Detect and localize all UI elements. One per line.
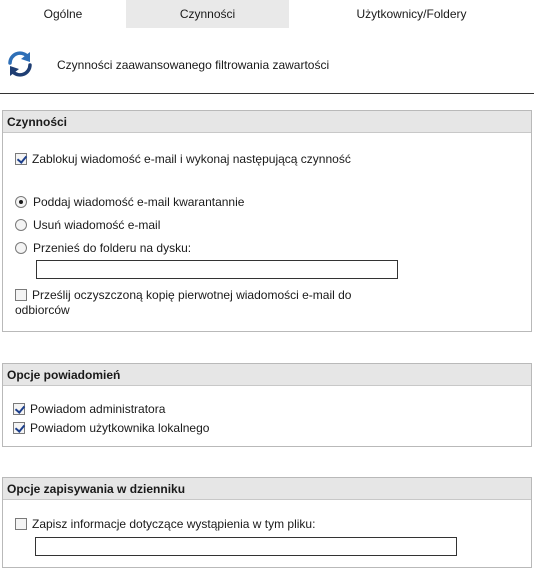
write-info-option[interactable]: [15, 517, 315, 532]
notify-admin-checkbox[interactable]: [13, 403, 25, 415]
delete-label: Usuń wiadomość e-mail: [33, 218, 161, 232]
write-info-label: Zapisz informacje dotyczące wystąpienia w tym pliku:: [32, 517, 316, 531]
notify-local-user-option[interactable]: [13, 421, 209, 436]
logging-section: [2, 477, 532, 568]
notify-local-user-checkbox[interactable]: [13, 422, 25, 434]
actions-section-heading: Czynności: [3, 111, 531, 133]
actions-section: [2, 110, 532, 332]
block-email-checkbox[interactable]: [15, 153, 27, 165]
refresh-arrows-icon: [6, 50, 34, 78]
send-copy-option[interactable]: [15, 288, 395, 318]
tab-actions[interactable]: Czynności: [126, 0, 289, 28]
notifications-section: [2, 363, 532, 447]
notify-admin-label: Powiadom administratora: [30, 402, 166, 416]
notify-admin-option[interactable]: [13, 402, 165, 417]
write-info-checkbox[interactable]: [15, 518, 27, 530]
notify-local-user-label: Powiadom użytkownika lokalnego: [30, 421, 210, 435]
quarantine-label: Poddaj wiadomość e-mail kwarantannie: [33, 195, 245, 209]
delete-option[interactable]: [15, 218, 160, 233]
notifications-section-heading: Opcje powiadomień: [3, 364, 531, 386]
page-title: Czynności zaawansowanego filtrowania zawartości: [57, 58, 330, 72]
page-header: [0, 28, 534, 94]
logging-section-heading: Opcje zapisywania w dzienniku: [3, 478, 531, 500]
tab-general[interactable]: Ogólne: [43, 7, 83, 21]
delete-radio[interactable]: [15, 219, 27, 231]
tab-bar: [0, 0, 534, 28]
move-folder-radio[interactable]: [15, 242, 27, 254]
move-folder-option[interactable]: [15, 241, 191, 256]
send-copy-label: Prześlij oczyszczoną kopię pierwotnej wiadomości e-mail do odbiorców: [15, 288, 352, 317]
block-email-option[interactable]: [15, 152, 351, 167]
tab-users-folders[interactable]: Użytkownicy/Foldery: [356, 7, 467, 21]
folder-path-input[interactable]: [36, 260, 398, 279]
send-copy-checkbox[interactable]: [15, 289, 27, 301]
move-folder-label: Przenieś do folderu na dysku:: [33, 241, 192, 255]
log-file-path-input[interactable]: [35, 537, 457, 556]
block-email-label: Zablokuj wiadomość e-mail i wykonaj następującą czynność: [32, 152, 351, 166]
quarantine-option[interactable]: [15, 195, 244, 210]
quarantine-radio[interactable]: [15, 196, 27, 208]
